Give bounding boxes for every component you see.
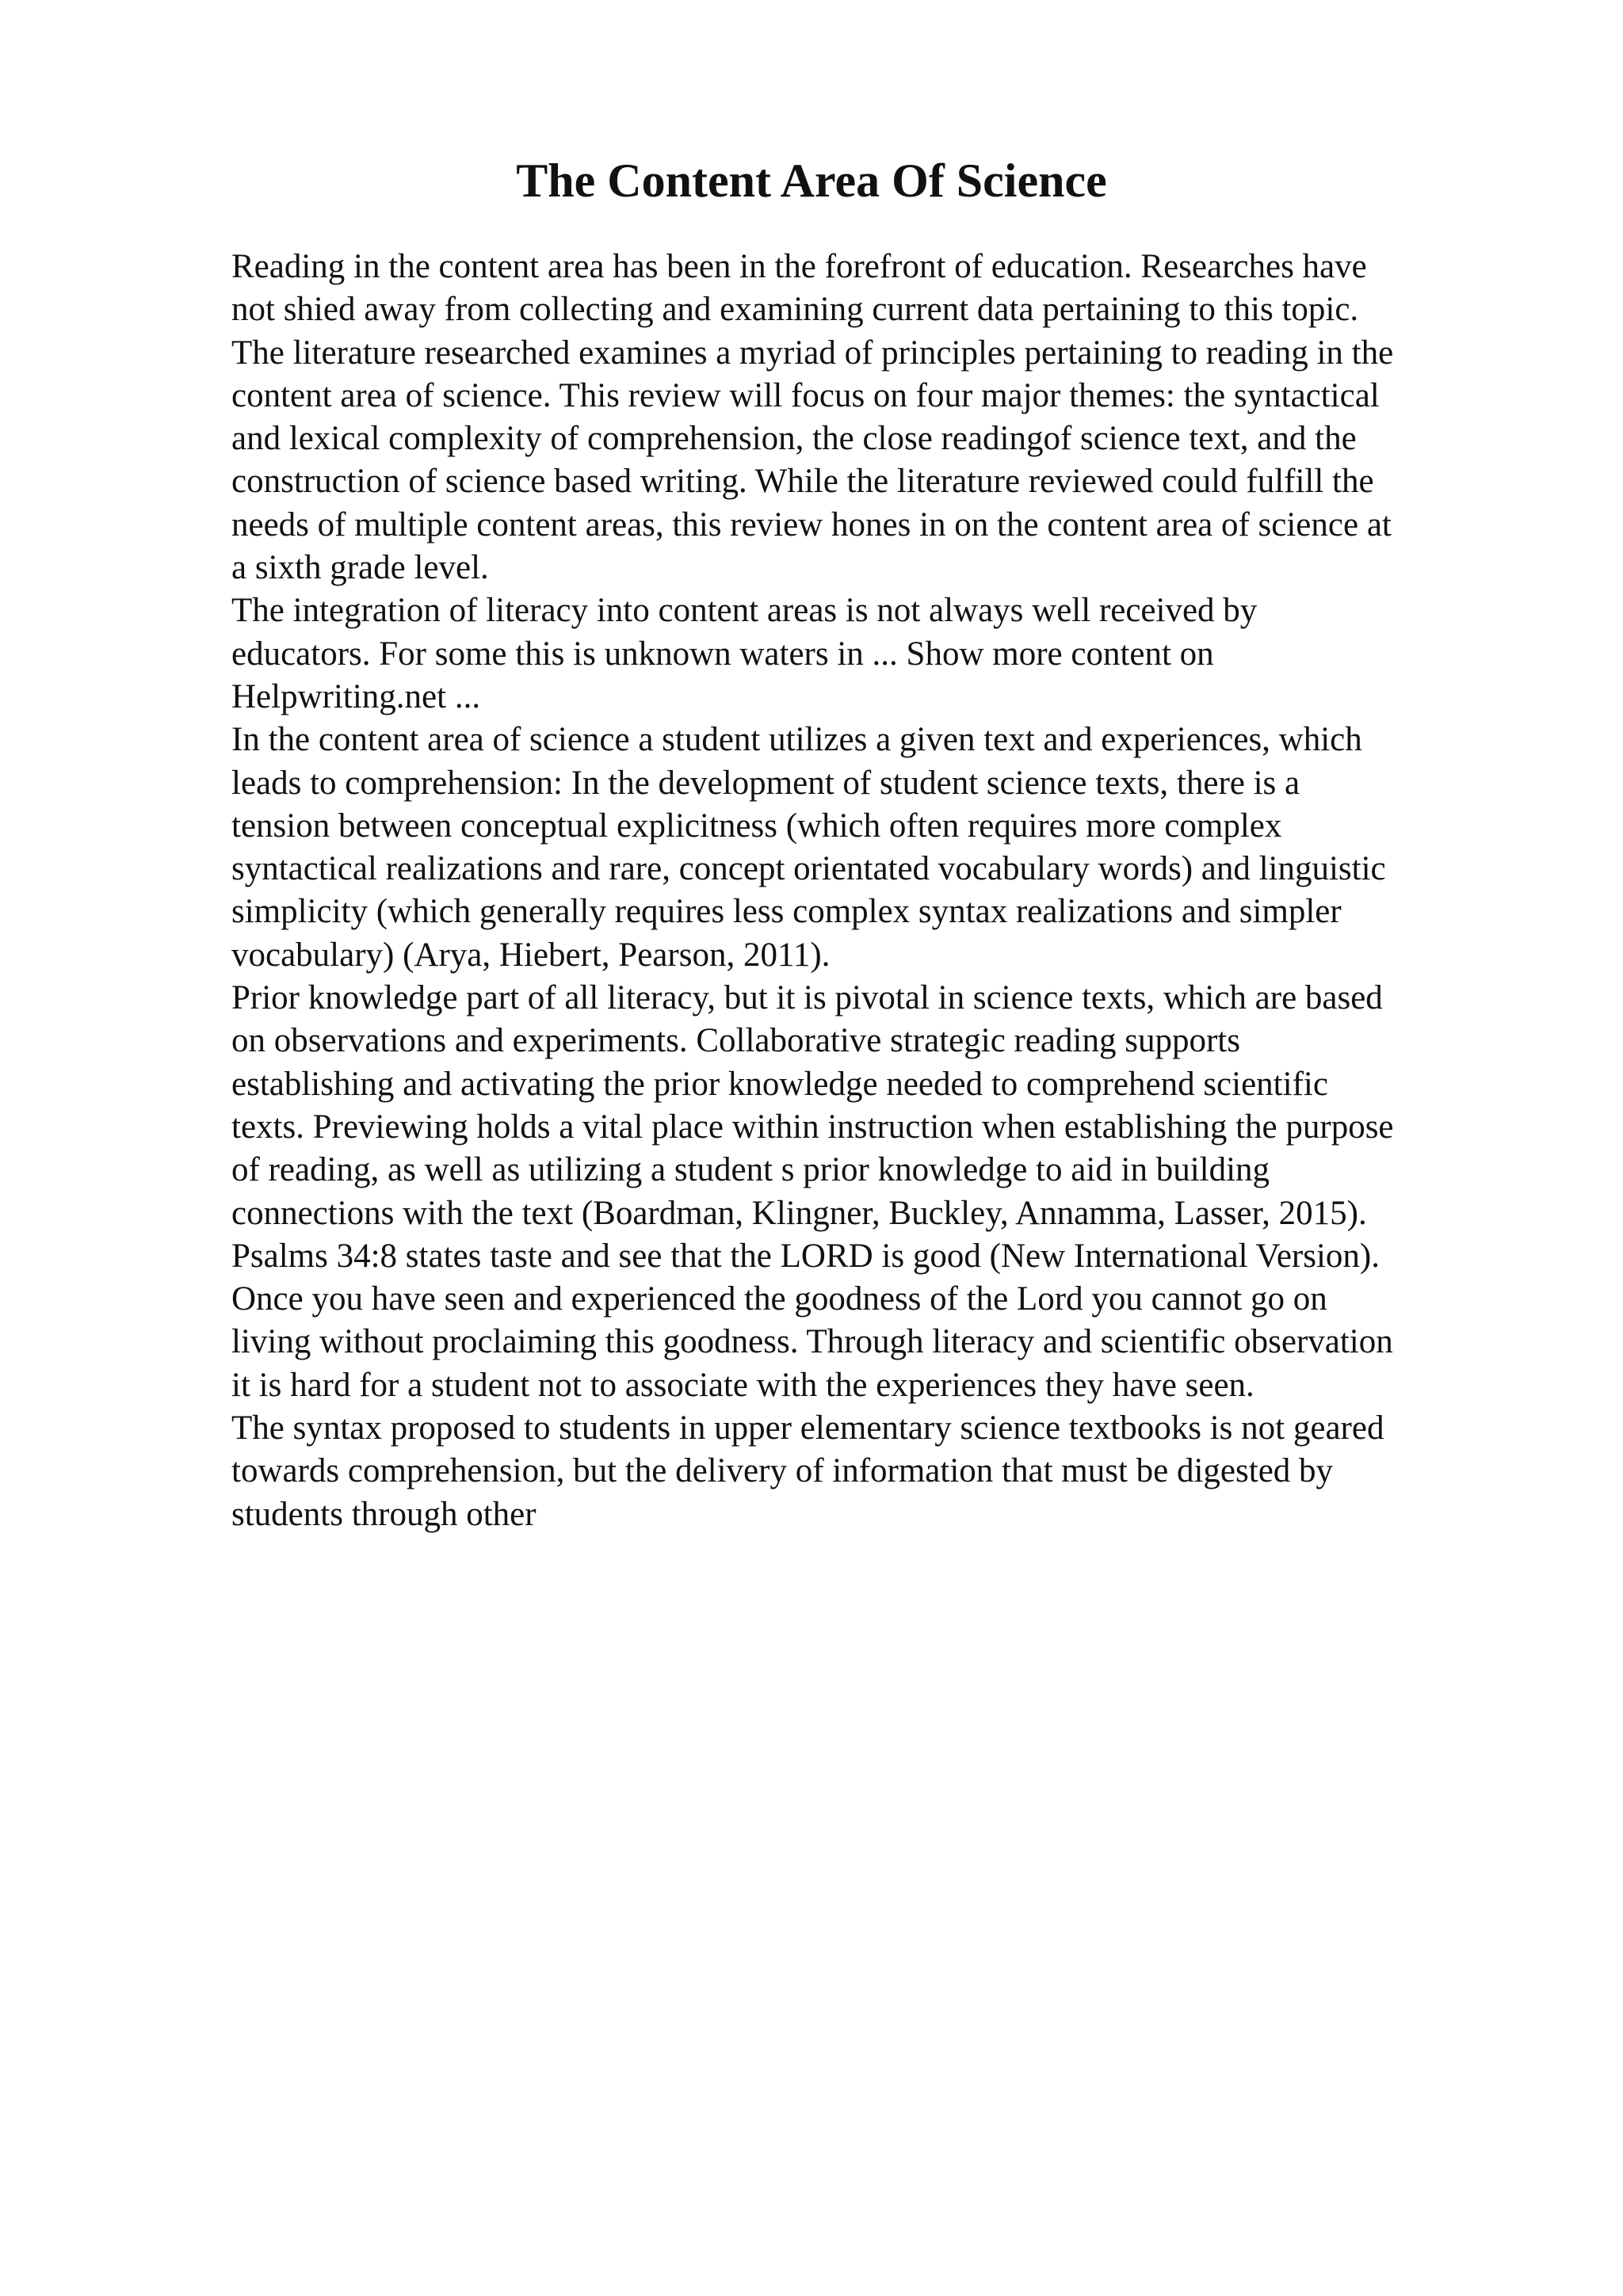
text-line: towards comprehension, but the delivery of information that must be digested by bbox=[231, 1452, 1334, 1490]
text-line: Prior knowledge part of all literacy, but it is pivotal in science texts, which are based bbox=[231, 979, 1383, 1017]
text-line: The literature researched examines a myriad of principles pertaining to reading in the bbox=[231, 334, 1394, 372]
text-line: Psalms 34:8 states taste and see that the LORD is good (New International Version). bbox=[231, 1237, 1380, 1275]
text-line: The integration of literacy into content areas is not always well received by bbox=[231, 592, 1258, 630]
text-line: needs of multiple content areas, this review hones in on the content area of science at bbox=[231, 505, 1392, 543]
text-line: texts. Previewing holds a vital place within instruction when establishing the purpose bbox=[231, 1108, 1394, 1146]
text-line: In the content area of science a student utilizes a given text and experiences, which bbox=[231, 721, 1362, 759]
text-line: it is hard for a student not to associate with the experiences they have seen. bbox=[231, 1366, 1254, 1404]
text-line: living without proclaiming this goodness. Through literacy and scientific observation bbox=[231, 1323, 1393, 1361]
text-line: not shied away from collecting and examining current data pertaining to this topic. bbox=[231, 291, 1359, 329]
text-line: tension between conceptual explicitness (which often requires more complex bbox=[231, 807, 1282, 845]
paragraph-integration bbox=[231, 589, 1499, 719]
text-line: educators. For some this is unknown waters in ... Show more content on bbox=[231, 635, 1214, 673]
text-line: syntactical realizations and rare, concept orientated vocabulary words) and linguistic bbox=[231, 850, 1386, 888]
text-line: Helpwriting.net ... bbox=[231, 677, 481, 715]
text-line: The syntax proposed to students in upper elementary science textbooks is not geared bbox=[231, 1409, 1384, 1447]
text-line: vocabulary) (Arya, Hiebert, Pearson, 2011). bbox=[231, 936, 831, 974]
document-title: The Content Area Of Science bbox=[516, 154, 1107, 207]
text-line: content area of science. This review will focus on four major themes: the syntactical bbox=[231, 376, 1380, 414]
text-line: students through other bbox=[231, 1495, 537, 1533]
text-line: establishing and activating the prior knowledge needed to comprehend scientific bbox=[231, 1065, 1328, 1103]
paragraph-intro bbox=[231, 246, 1499, 589]
text-line: simplicity (which generally requires less complex syntax realizations and simpler bbox=[231, 893, 1342, 931]
text-line: of reading, as well as utilizing a student s prior knowledge to aid in building bbox=[231, 1151, 1270, 1189]
document-body bbox=[231, 246, 1499, 1536]
paragraph-syntax bbox=[231, 1407, 1499, 1536]
text-line: on observations and experiments. Collaborative strategic reading supports bbox=[231, 1022, 1240, 1060]
paragraph-comprehension bbox=[231, 719, 1499, 977]
text-line: Reading in the content area has been in the forefront of education. Researches have bbox=[231, 248, 1367, 285]
text-line: Once you have seen and experienced the goodness of the Lord you cannot go on bbox=[231, 1280, 1327, 1318]
text-line: and lexical complexity of comprehension, the close readingof science text, and the bbox=[231, 420, 1357, 458]
text-line: a sixth grade level. bbox=[231, 549, 489, 587]
text-line: connections with the text (Boardman, Klingner, Buckley, Annamma, Lasser, 2015). bbox=[231, 1194, 1367, 1232]
text-line: construction of science based writing. While the literature reviewed could fulfill the bbox=[231, 463, 1374, 501]
paragraph-prior-knowledge bbox=[231, 977, 1499, 1407]
text-line: leads to comprehension: In the development of student science texts, there is a bbox=[231, 764, 1300, 802]
